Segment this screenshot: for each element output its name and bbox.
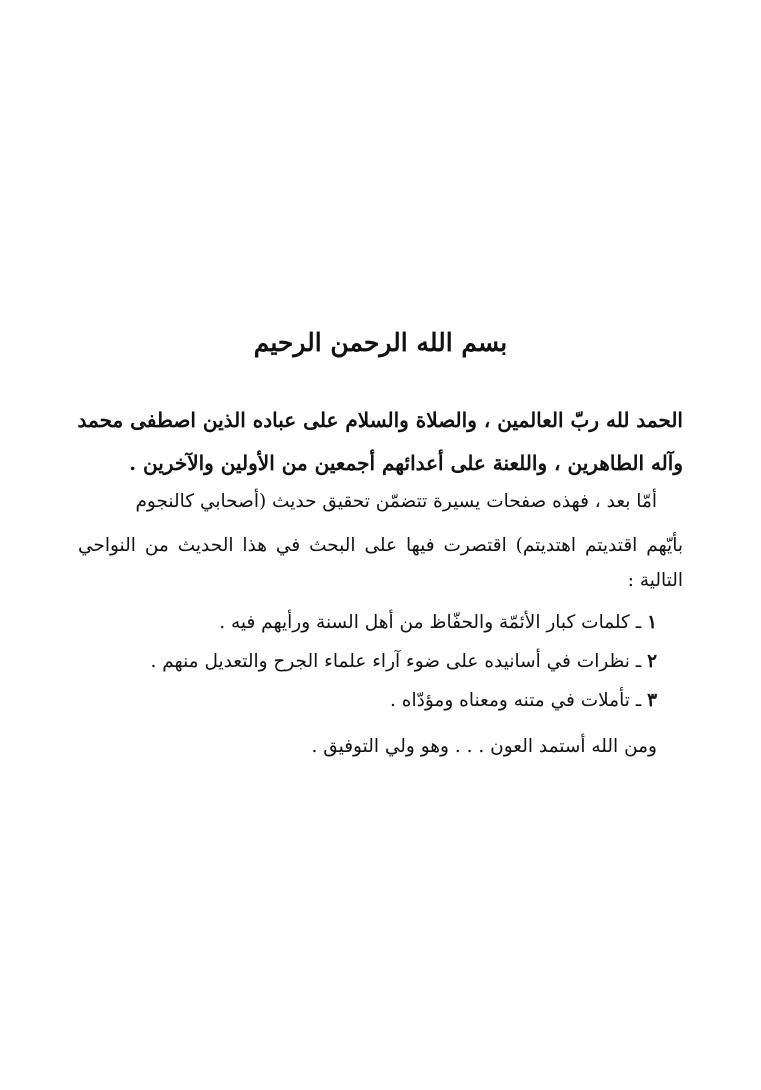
list-item (150, 651, 657, 672)
list-item-text: ـ نظرات في أسانيده على ضوء آراء علماء الجرح والتعديل منهم . (150, 651, 642, 672)
praise-line-2: وآله الطاهرين ، واللعنة على أعدائهم أجمعين من الأولين والآخرين . (129, 451, 683, 475)
list-item-number: ١ (647, 612, 657, 633)
list-item-number: ٢ (647, 651, 657, 672)
list-item-text: ـ تأملات في متنه ومعناه ومؤدّاه . (390, 690, 642, 711)
intro-line-1: أمّا بعد ، فهذه صفحات يسيرة تتضمّن تحقيق حديث (أصحابي كالنجوم (135, 491, 657, 512)
praise-line-1: الحمد لله ربّ العالمين ، والصلاة والسلام على عباده الذين اصطفى محمد (77, 408, 683, 432)
closing-line: ومن الله أستمد العون . . . وهو ولي التوفيق . (311, 736, 657, 757)
list-item (390, 690, 657, 711)
intro-line-3: التالية : (627, 570, 683, 591)
intro-line-2: بأيّهم اقتديتم اهتديتم) اقتصرت فيها على البحث في هذا الحديث من النواحي (78, 535, 683, 556)
list-item-number: ٣ (647, 690, 657, 711)
list-item-text: ـ كلمات كبار الأئمّة والحفّاظ من أهل السنة ورأيهم فيه . (219, 612, 642, 633)
list-item (219, 612, 657, 633)
basmala-heading: بسم الله الرحمن الرحيم (253, 328, 508, 357)
